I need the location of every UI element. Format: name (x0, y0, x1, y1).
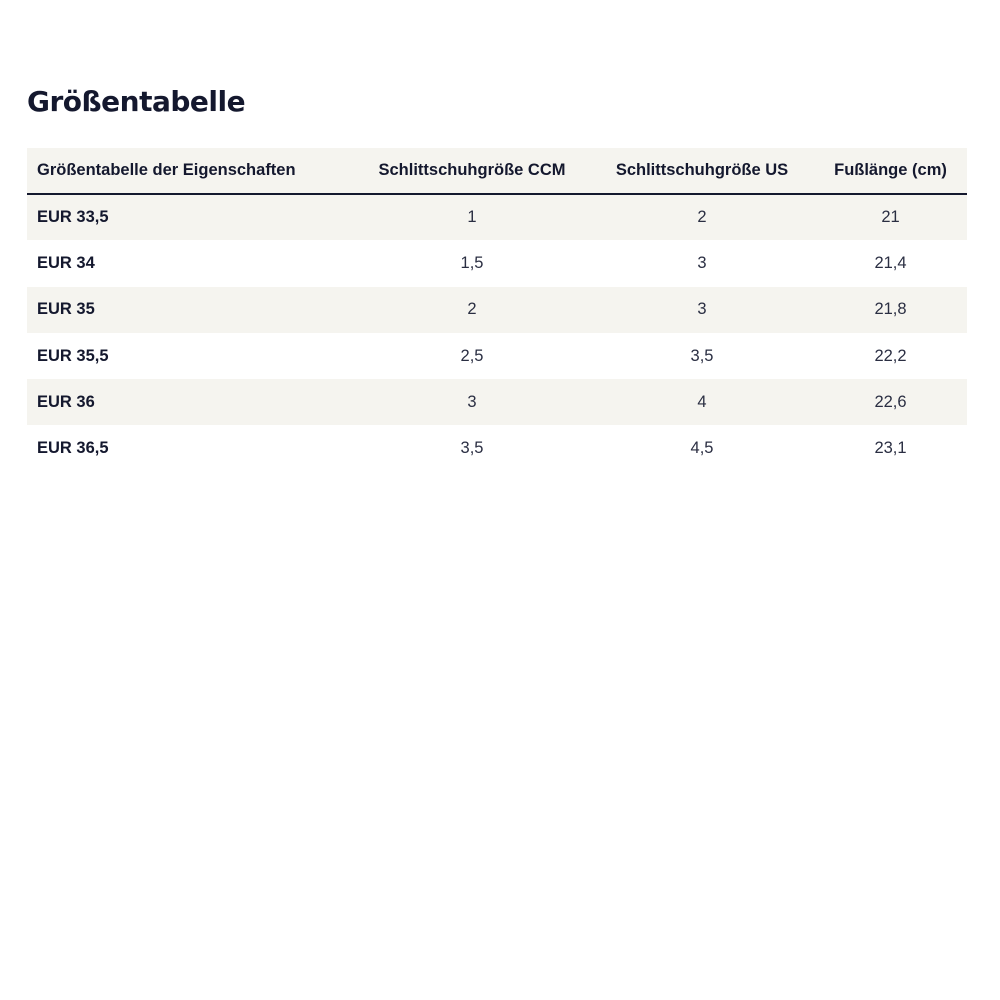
row-foot-length: 21 (881, 208, 900, 227)
table-row (27, 240, 967, 286)
table-row (27, 194, 967, 240)
row-us-size: 3 (697, 300, 707, 319)
table-row (27, 287, 967, 333)
row-ccm-size: 1 (467, 208, 477, 227)
header-us-size: Schlittschuhgröße US (590, 148, 814, 194)
row-foot-length: 21,4 (874, 253, 907, 272)
row-foot-length: 22,6 (874, 392, 907, 411)
row-us-size: 4 (697, 392, 707, 411)
row-foot-length: 22,2 (874, 346, 907, 365)
table-body (27, 194, 967, 472)
row-eur-size: EUR 33,5 (37, 208, 109, 227)
page-title: Größentabelle (27, 85, 246, 118)
row-us-size: 2 (697, 208, 707, 227)
row-eur-size: EUR 34 (37, 253, 95, 272)
row-eur-size: EUR 36 (37, 392, 95, 411)
row-us-size: 4,5 (690, 439, 714, 458)
table-row (27, 333, 967, 379)
row-ccm-size: 3,5 (460, 439, 484, 458)
table-row (27, 379, 967, 425)
row-us-size: 3 (697, 253, 707, 272)
row-us-size: 3,5 (690, 346, 714, 365)
table-row (27, 425, 967, 471)
table-header (27, 148, 967, 194)
row-ccm-size: 1,5 (460, 253, 484, 272)
row-foot-length: 23,1 (874, 439, 907, 458)
row-eur-size: EUR 36,5 (37, 439, 109, 458)
row-ccm-size: 3 (467, 392, 477, 411)
row-ccm-size: 2,5 (460, 346, 484, 365)
table-header-row (27, 148, 967, 194)
row-eur-size: EUR 35 (37, 300, 95, 319)
size-chart-table (27, 148, 967, 472)
row-ccm-size: 2 (467, 300, 477, 319)
row-foot-length: 21,8 (874, 300, 907, 319)
header-ccm-size: Schlittschuhgröße CCM (354, 148, 590, 194)
header-property: Größentabelle der Eigenschaften (27, 148, 354, 194)
header-foot-length: Fußlänge (cm) (814, 148, 967, 194)
row-eur-size: EUR 35,5 (37, 346, 109, 365)
